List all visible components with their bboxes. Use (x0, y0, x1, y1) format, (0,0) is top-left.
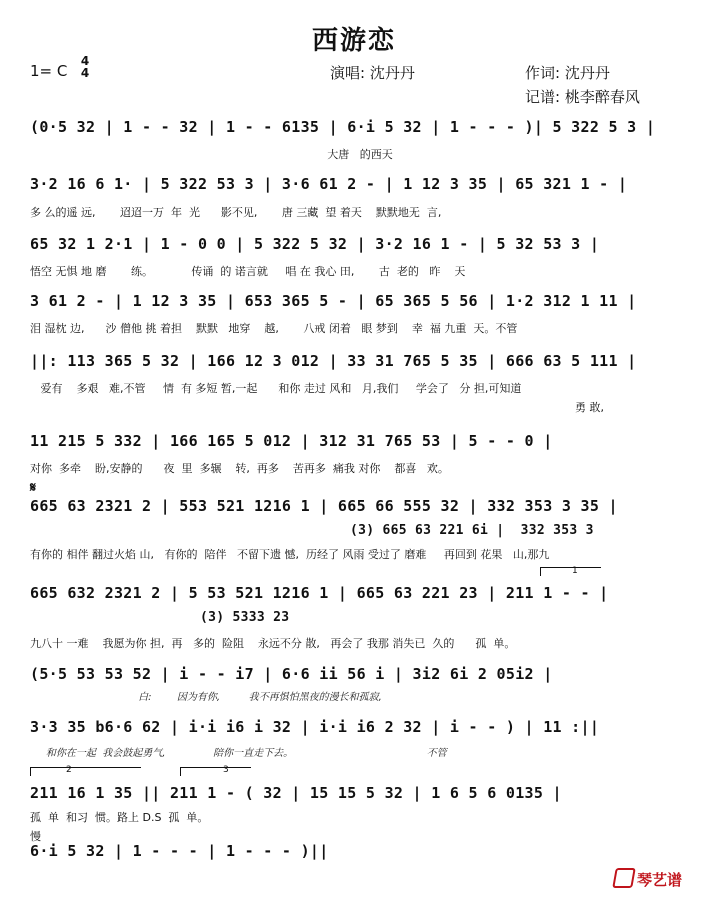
notes: 665 632 2321 2 | 5 53 521 1216 1 | 665 63 221 23 | 211 1 - - | (30, 584, 609, 602)
lyrics: 爱有 多艰 难,不管 情 有 多短 暂,一起 和你 走过 风和 月,我们 学会了 分 担,可知道 (30, 382, 522, 395)
ending-number-3: 3 (223, 765, 229, 775)
alt-notes: (3) 5333 23 (200, 610, 290, 625)
lyrics: 孤 单 和习 惯。路上 D.S 孤 单。 (30, 811, 209, 824)
lyrics: 有你的 相伴 翻过火焰 山, 有你的 陪伴 不留下遗 憾, 历经了 风雨 受过了 磨难 再回到 花果 山,那九 (30, 548, 550, 561)
notes: ||: 113 365 5 32 | 166 12 3 012 | 33 31 765 5 35 | 666 63 5 111 | (30, 352, 637, 370)
key-signature: 1= C (30, 62, 68, 80)
lyrics: 悟空 无惧 地 磨 练。 传诵 的 诺言就 唱 在 我心 田, 古 老的 昨 天 (30, 265, 466, 278)
lyrics: 九八十 一难 我愿为你 担, 再 多的 险阻 永远不分 散, 再会了 我那 消失已 久的 孤 单。 (30, 637, 516, 650)
song-title: 西游恋 (311, 26, 396, 56)
singer-credit: 演唱: 沈丹丹 (330, 64, 415, 82)
ending-bracket-3 (180, 767, 251, 776)
logo-icon (612, 868, 636, 888)
time-signature-bottom: 4 (80, 66, 90, 80)
lyricist-credit: 作词: 沈丹丹 (525, 64, 610, 82)
time-signature (78, 55, 92, 79)
notes: 65 32 1 2·1 | 1 - 0 0 | 5 322 5 32 | 3·2 16 1 - | 5 32 53 3 | (30, 235, 600, 253)
lyrics: 多 么的遥 远, 迢迢一万 年 光 影不见, 唐 三藏 望 着天 默默地无 言, (30, 206, 442, 219)
lyrics: 泪 湿枕 边, 沙 僧他 挑 着担 默默 地穿 越, 八戒 闭着 眼 梦到 幸 福 九重 天。不管 (30, 322, 518, 335)
lyrics: 大唐 的西天 (30, 148, 393, 161)
tempo-mark: 慢 (30, 830, 41, 843)
ending-bracket-2 (30, 767, 141, 776)
notes: 3 61 2 - | 1 12 3 35 | 653 365 5 - | 65 365 5 56 | 1·2 312 1 11 | (30, 292, 637, 310)
lyrics: 和你在一起 我会鼓起勇气, 陪你一直走下去。 不管 (30, 748, 447, 759)
notes: (5·5 53 53 52 | i - - i7 | 6·6 ii 56 i | 3i2 6i 2 05i2 | (30, 665, 553, 683)
lyrics: 对你 多牵 盼,安静的 夜 里 多辗 转, 再多 苦再多 痛我 对你 都喜 欢。 (30, 462, 449, 475)
site-logo (614, 868, 682, 890)
ending-number-1: 1 (572, 566, 578, 576)
notes: 665 63 2321 2 | 553 521 1216 1 | 665 66 555 32 | 332 353 3 35 | (30, 497, 618, 515)
ending-bracket-1 (540, 567, 601, 576)
notator-credit: 记谱: 桃李醉春风 (525, 88, 640, 106)
notes: 6·i 5 32 | 1 - - - | 1 - - - )|| (30, 842, 329, 860)
lyrics: 白: 因为有你, 我不再惧怕黑夜的漫长和孤寂, (30, 692, 382, 703)
notes: (0·5 32 | 1 - - 32 | 1 - - 6135 | 6·i 5 32 | 1 - - - )| 5 322 5 3 | (30, 118, 656, 136)
notes: 11 215 5 332 | 166 165 5 012 | 312 31 765 53 | 5 - - 0 | (30, 432, 553, 450)
time-signature-top: 4 (80, 54, 90, 68)
alt-notes: (3) 665 63 221 6i | 332 353 3 (350, 523, 594, 538)
ending-number-2: 2 (66, 765, 72, 775)
notes: 3·2 16 6 1· | 5 322 53 3 | 3·6 61 2 - | 1 12 3 35 | 65 321 1 - | (30, 175, 628, 193)
lyrics-alt: 勇 敢, (575, 401, 604, 414)
notes: 3·3 35 b6·6 62 | i·i i6 i 32 | i·i i6 2 32 | i - - ) | 11 :|| (30, 718, 600, 736)
segno-sign: 𝄋 (30, 480, 37, 496)
logo-text: 琴艺谱 (637, 871, 683, 889)
notes: 211 16 1 35 || 211 1 - ( 32 | 15 15 5 32 | 1 6 5 6 0135 | (30, 784, 562, 802)
